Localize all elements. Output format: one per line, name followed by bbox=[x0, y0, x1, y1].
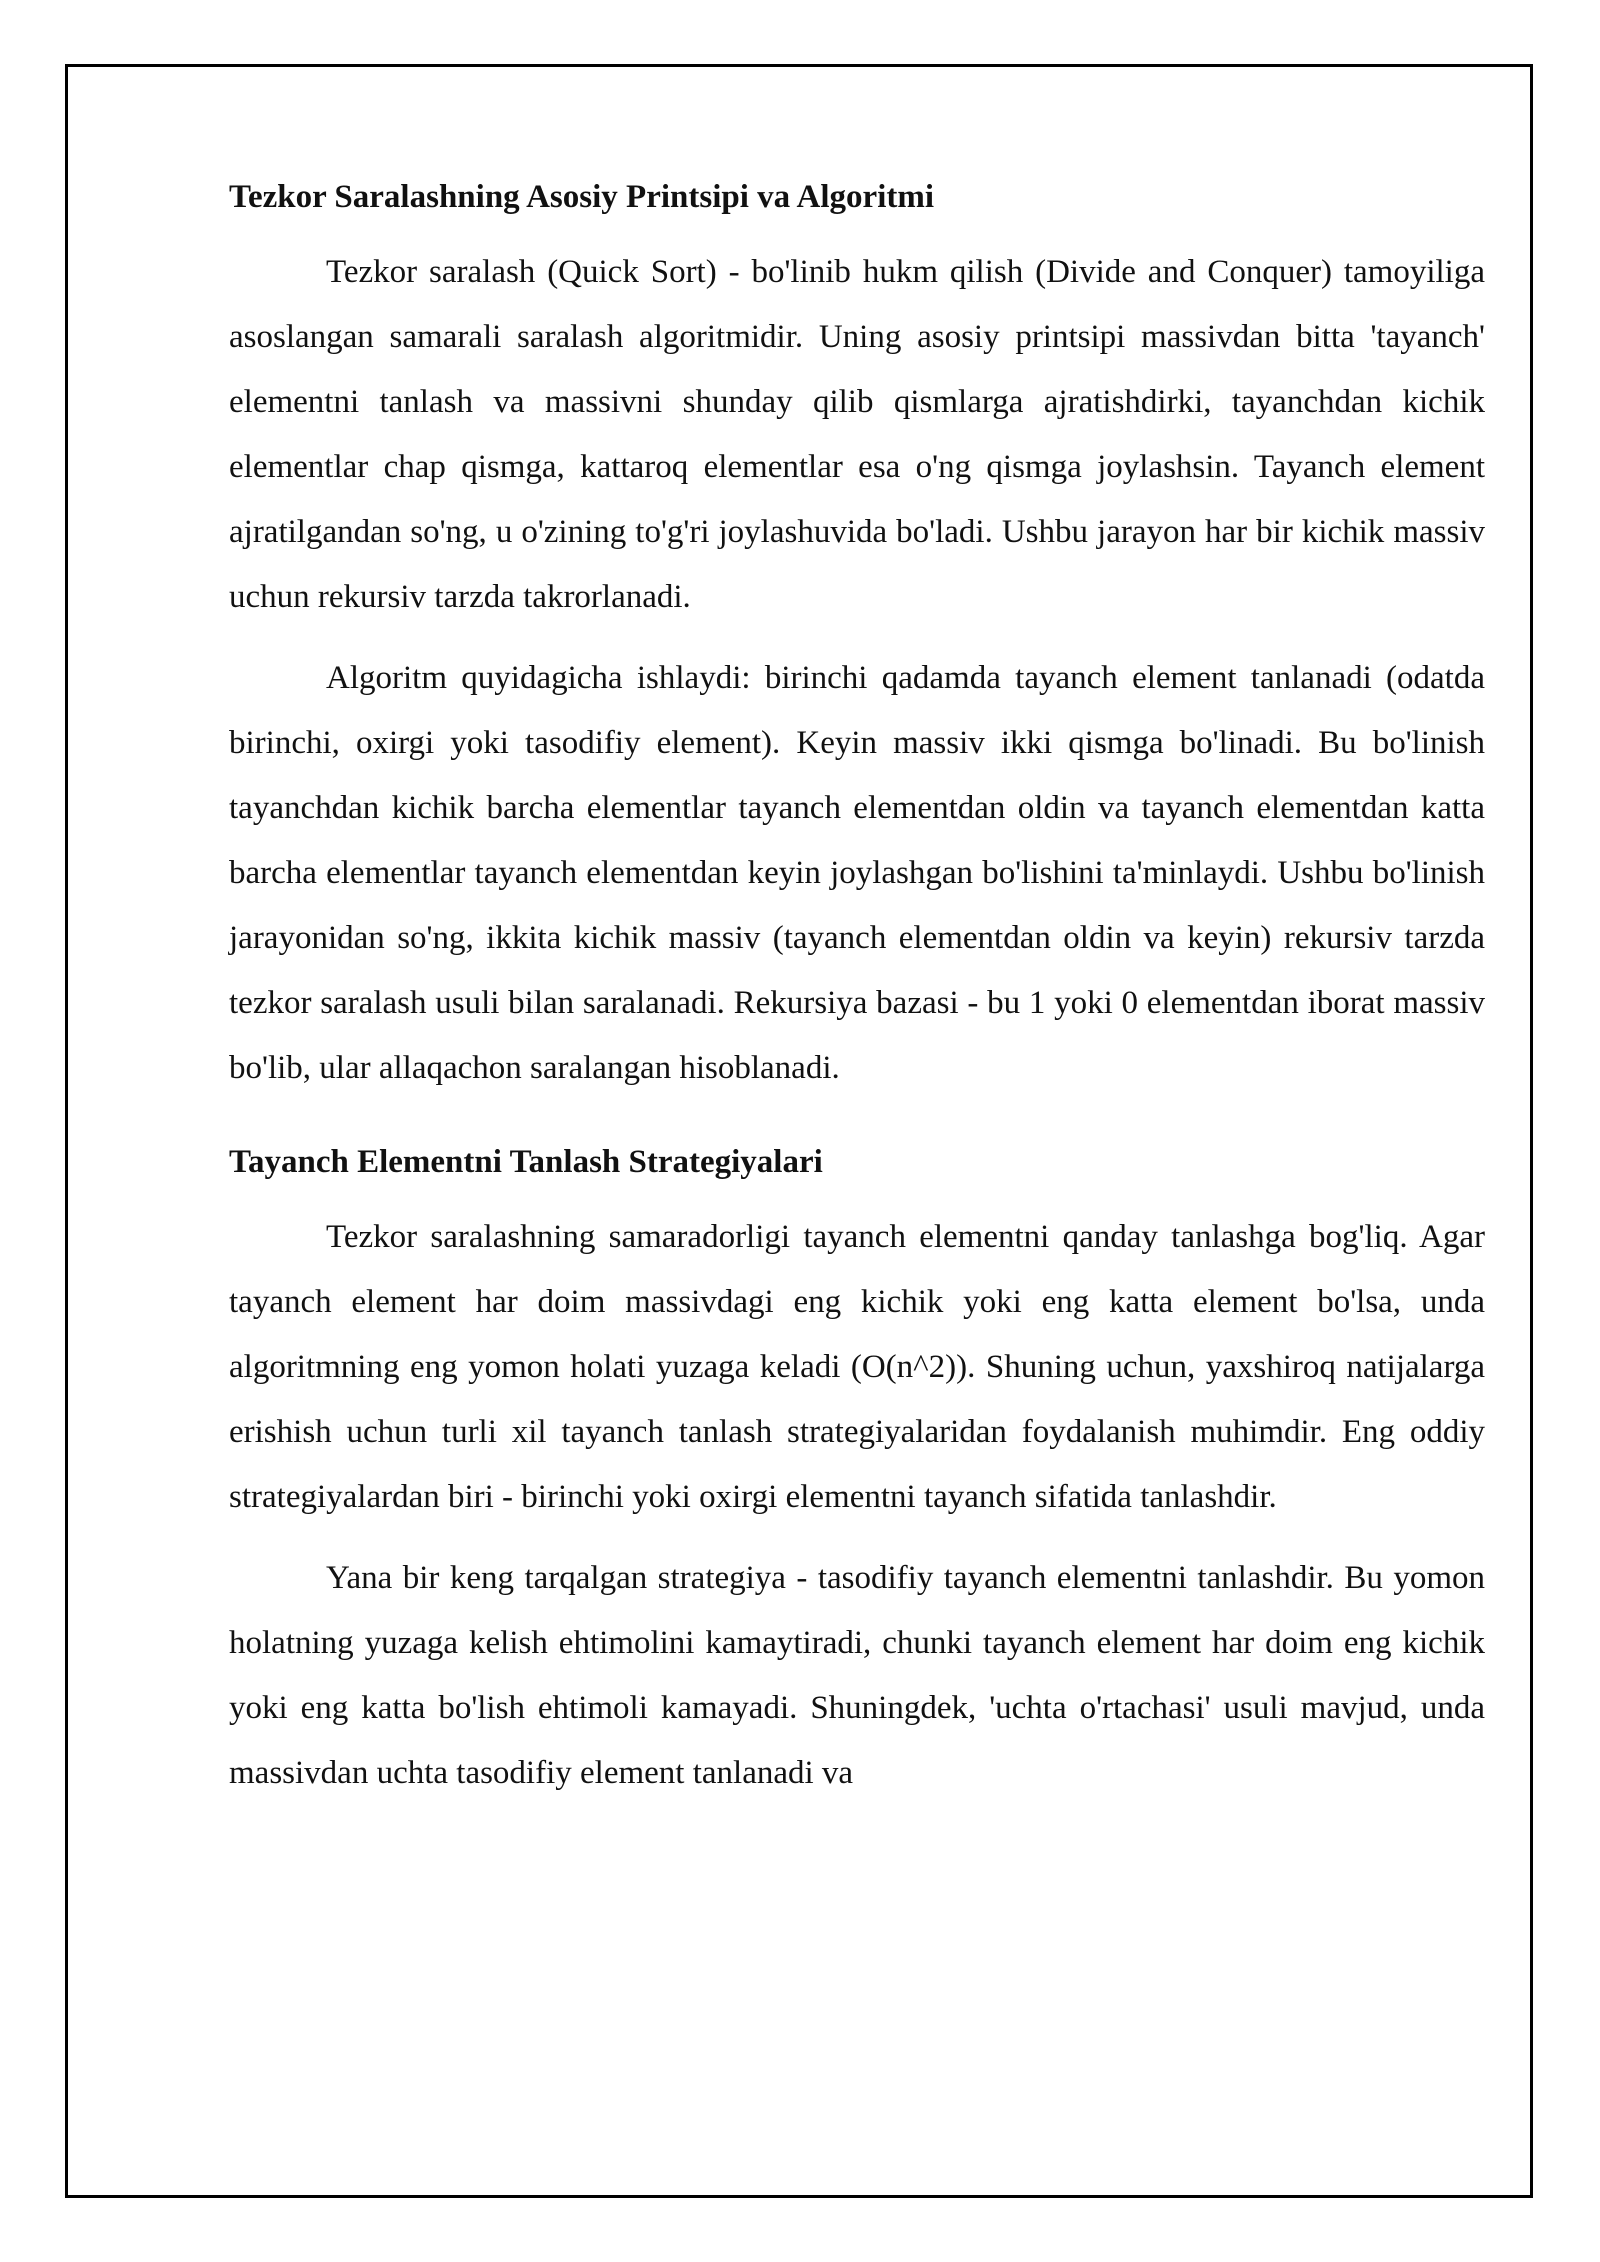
paragraph-random-pivot: Yana bir keng tarqalgan strategiya - tasodifiy tayanch elementni tanlashdir. Bu yomon holatning yuzaga kelish ehtimolini kamaytiradi, chunki tayanch element har doim eng kichik yoki eng katta bo'lish ehtimoli kamayadi. Shuningdek, 'uchta o'rtachasi' usuli mavjud, unda massivdan uchta tasodifiy element tanlanadi va bbox=[229, 1560, 1485, 1791]
paragraph-algorithm-steps: Algoritm quyidagicha ishlaydi: birinchi qadamda tayanch element tanlanadi (odatda birinchi, oxirgi yoki tasodifiy element). Keyin massiv ikki qismga bo'linadi. Bu bo'linish tayanchdan kichik barcha elementlar tayanch elementdan oldin va tayanch elementdan katta barcha elementlar tayanch elementdan keyin joylashgan bo'lishini ta'minlaydi. Ushbu bo'linish jarayonidan so'ng, ikkita kichik massiv (tayanch elementdan oldin va keyin) rekursiv tarzda tezkor saralash usuli bilan saralanadi. Rekursiya bazasi - bu 1 yoki 0 elementdan iborat massiv bo'lib, ular allaqachon saralangan hisoblanadi. bbox=[229, 660, 1485, 1086]
paragraph-quicksort-principle: Tezkor saralash (Quick Sort) - bo'linib hukm qilish (Divide and Conquer) tamoyiliga asoslangan samarali saralash algoritmidir. Uning asosiy printsipi massivdan bitta 'tayanch' elementni tanlash va massivni shunday qilib qismlarga ajratishdirki, tayanchdan kichik elementlar chap qismga, kattaroq elementlar esa o'ng qismga joylashsin. Tayanch element ajratilgandan so'ng, u o'zining to'g'ri joylashuvida bo'ladi. Ushbu jarayon har bir kichik massiv uchun rekursiv tarzda takrorlanadi. bbox=[229, 254, 1485, 615]
section-heading-quicksort-principle: Tezkor Saralashning Asosiy Printsipi va Algoritmi bbox=[229, 179, 935, 215]
document-body bbox=[229, 168, 1485, 1822]
section-heading-pivot-strategies: Tayanch Elementni Tanlash Strategiyalari bbox=[229, 1144, 823, 1180]
paragraph-pivot-efficiency: Tezkor saralashning samaradorligi tayanch elementni qanday tanlashga bog'liq. Agar tayanch element har doim massivdagi eng kichik yoki eng katta element bo'lsa, unda algoritmning eng yomon holati yuzaga keladi (O(n^2)). Shuning uchun, yaxshiroq natijalarga erishish uchun turli xil tayanch tanlash strategiyalaridan foydalanish muhimdir. Eng oddiy strategiyalardan biri - birinchi yoki oxirgi elementni tayanch sifatida tanlashdir. bbox=[229, 1219, 1485, 1515]
